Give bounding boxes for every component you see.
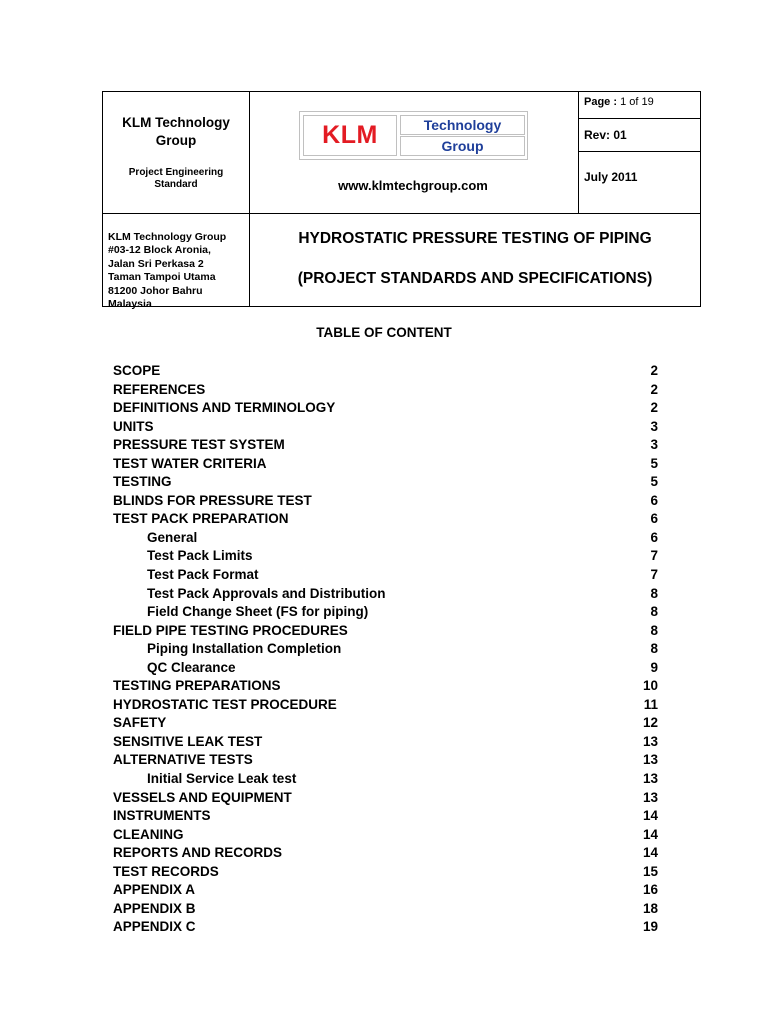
toc-entry-page: 13 xyxy=(642,771,658,787)
toc-entry[interactable] xyxy=(113,918,658,937)
toc-entry-title: SAFETY xyxy=(113,715,167,731)
document-subtitle: (PROJECT STANDARDS AND SPECIFICATIONS) xyxy=(297,270,653,287)
toc-subentry[interactable] xyxy=(113,770,658,789)
toc-entry[interactable] xyxy=(113,677,658,696)
project-standard-line2: Standard xyxy=(154,179,198,190)
company-name-line2: Group xyxy=(155,133,197,148)
toc-entry-page: 3 xyxy=(650,418,658,434)
toc-entry[interactable] xyxy=(113,362,658,381)
toc-entry-page: 15 xyxy=(642,863,658,879)
toc-entry-title: Piping Installation Completion xyxy=(147,641,342,657)
table-of-contents xyxy=(113,362,658,937)
toc-entry[interactable] xyxy=(113,807,658,826)
toc-subentry[interactable] xyxy=(113,566,658,585)
toc-subentry[interactable] xyxy=(113,603,658,622)
toc-entry[interactable] xyxy=(113,789,658,808)
toc-entry[interactable] xyxy=(113,900,658,919)
toc-entry-page: 9 xyxy=(650,659,658,675)
toc-entry[interactable] xyxy=(113,844,658,863)
page-number-value: 1 of 19 xyxy=(617,96,654,108)
toc-entry[interactable] xyxy=(113,436,658,455)
toc-entry-page: 5 xyxy=(650,455,658,471)
toc-entry-page: 13 xyxy=(642,789,658,805)
toc-entry-page: 13 xyxy=(642,733,658,749)
toc-entry-page: 11 xyxy=(643,696,658,712)
toc-entry[interactable] xyxy=(113,510,658,529)
toc-entry-page: 5 xyxy=(650,474,658,490)
toc-entry[interactable] xyxy=(113,622,658,641)
toc-entry-title: Test Pack Limits xyxy=(147,548,253,564)
company-name xyxy=(103,114,249,150)
toc-entry-page: 2 xyxy=(650,381,658,397)
address-line: Malaysia xyxy=(108,298,152,311)
toc-entry[interactable] xyxy=(113,473,658,492)
company-name-line1: KLM Technology xyxy=(122,115,230,130)
page-number-label: Page : xyxy=(584,96,618,108)
project-standard-label xyxy=(103,167,249,191)
toc-subentry[interactable] xyxy=(113,529,658,548)
toc-entry-page: 18 xyxy=(642,900,658,916)
toc-entry[interactable] xyxy=(113,381,658,400)
logo-klm-text: KLM xyxy=(322,121,378,149)
toc-entry[interactable] xyxy=(113,455,658,474)
toc-entry-title: REFERENCES xyxy=(113,381,206,397)
toc-entry-title: TEST WATER CRITERIA xyxy=(113,455,267,471)
toc-entry-title: DEFINITIONS AND TERMINOLOGY xyxy=(113,400,336,416)
toc-entry-title: CLEANING xyxy=(113,826,184,842)
toc-entry-title: PRESSURE TEST SYSTEM xyxy=(113,437,285,453)
toc-entry-page: 8 xyxy=(650,585,658,601)
toc-entry-page: 7 xyxy=(650,548,658,564)
project-standard-line1: Project Engineering xyxy=(128,167,224,178)
toc-entry-title: HYDROSTATIC TEST PROCEDURE xyxy=(113,696,337,712)
toc-entry-title: VESSELS AND EQUIPMENT xyxy=(113,789,292,805)
toc-entry-page: 14 xyxy=(642,826,658,842)
toc-entry-title: TEST PACK PREPARATION xyxy=(113,511,289,527)
toc-entry[interactable] xyxy=(113,696,658,715)
toc-entry-page: 6 xyxy=(650,529,658,545)
toc-entry[interactable] xyxy=(113,826,658,845)
logo-klm-cell xyxy=(303,115,397,156)
header-divider-right xyxy=(578,92,579,213)
toc-subentry[interactable] xyxy=(113,585,658,604)
toc-entry-title: APPENDIX A xyxy=(113,882,196,898)
toc-entry-title: ALTERNATIVE TESTS xyxy=(113,752,253,768)
toc-subentry[interactable] xyxy=(113,547,658,566)
toc-heading: TABLE OF CONTENT xyxy=(316,325,452,340)
toc-entry-title: Test Pack Format xyxy=(147,567,259,583)
address-line: Taman Tampoi Utama xyxy=(108,271,216,284)
address-line: Jalan Sri Perkasa 2 xyxy=(108,257,204,270)
document-title: HYDROSTATIC PRESSURE TESTING OF PIPING xyxy=(298,230,652,247)
toc-entry-page: 12 xyxy=(642,715,658,731)
toc-entry-title: TEST RECORDS xyxy=(113,863,219,879)
toc-entry[interactable] xyxy=(113,492,658,511)
toc-entry-page: 16 xyxy=(642,882,658,898)
toc-entry-title: SCOPE xyxy=(113,363,161,378)
toc-entry-title: SENSITIVE LEAK TEST xyxy=(113,733,263,749)
toc-entry-page: 2 xyxy=(650,363,658,378)
klm-logo xyxy=(299,111,528,160)
toc-entry-page: 8 xyxy=(650,622,658,638)
toc-entry-title: TESTING xyxy=(113,474,172,490)
toc-entry-page: 14 xyxy=(642,845,658,861)
company-address xyxy=(108,231,248,311)
toc-entry[interactable] xyxy=(113,714,658,733)
address-line: 81200 Johor Bahru xyxy=(108,284,203,297)
toc-entry-page: 8 xyxy=(650,604,658,620)
toc-entry-page: 13 xyxy=(642,752,658,768)
toc-subentry[interactable] xyxy=(113,640,658,659)
issue-date: July 2011 xyxy=(584,170,638,184)
toc-entry-title: General xyxy=(147,529,198,545)
meta-divider-2 xyxy=(578,151,700,152)
toc-entry-title: UNITS xyxy=(113,418,154,434)
website-url: www.klmtechgroup.com xyxy=(338,178,488,193)
address-line: KLM Technology Group xyxy=(108,231,227,243)
toc-entry-title: Field Change Sheet (FS for piping) xyxy=(147,604,369,620)
toc-entry[interactable] xyxy=(113,733,658,752)
header-divider-middle xyxy=(103,213,700,214)
revision: Rev: 01 xyxy=(584,128,627,142)
toc-entry-title: INSTRUMENTS xyxy=(113,808,211,824)
toc-entry-title: TESTING PREPARATIONS xyxy=(113,678,281,694)
page-number xyxy=(584,96,654,108)
toc-entry[interactable] xyxy=(113,418,658,437)
toc-entry-page: 8 xyxy=(650,641,658,657)
toc-entry-title: Initial Service Leak test xyxy=(147,771,297,787)
toc-entry-page: 2 xyxy=(650,400,658,416)
logo-technology-cell: Technology xyxy=(400,115,525,135)
toc-entry-title: APPENDIX B xyxy=(113,900,196,916)
toc-entry-title: BLINDS FOR PRESSURE TEST xyxy=(113,492,312,508)
toc-entry-page: 19 xyxy=(642,919,658,935)
toc-entry[interactable] xyxy=(113,399,658,418)
document-header xyxy=(102,91,701,311)
toc-subentry[interactable] xyxy=(113,659,658,678)
toc-entry[interactable] xyxy=(113,881,658,900)
toc-entry[interactable] xyxy=(113,863,658,882)
toc-entry-page: 6 xyxy=(650,511,658,527)
toc-entry-page: 6 xyxy=(650,492,658,508)
logo-group-cell: Group xyxy=(400,136,525,156)
meta-divider-1 xyxy=(578,118,700,119)
toc-entry-page: 14 xyxy=(642,808,658,824)
toc-entry-page: 10 xyxy=(642,678,658,694)
toc-entry-title: APPENDIX C xyxy=(113,919,196,935)
toc-entry-title: FIELD PIPE TESTING PROCEDURES xyxy=(113,622,348,638)
toc-entry-page: 7 xyxy=(650,567,658,583)
toc-entry-page: 3 xyxy=(650,437,658,453)
toc-entry-title: QC Clearance xyxy=(147,659,236,675)
address-line: #03-12 Block Aronia, xyxy=(108,244,211,257)
toc-entry-title: REPORTS AND RECORDS xyxy=(113,845,283,861)
toc-entry-title: Test Pack Approvals and Distribution xyxy=(147,585,386,601)
toc-entry[interactable] xyxy=(113,751,658,770)
